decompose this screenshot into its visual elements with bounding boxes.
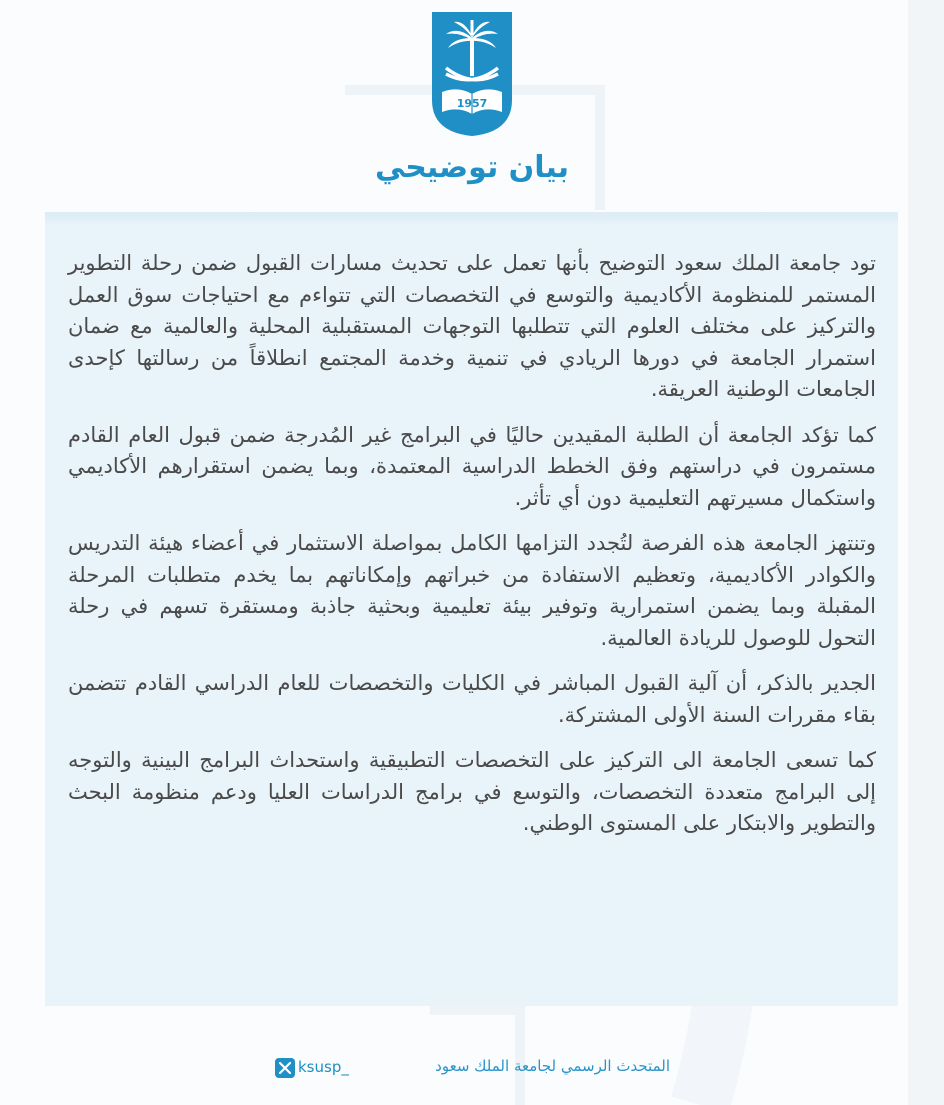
spokesperson-label: المتحدث الرسمي لجامعة الملك سعود — [435, 1057, 670, 1075]
paragraph-5: كما تسعى الجامعة الى التركيز على التخصصات التطبيقية واستحداث البرامج البينية والتوجه إلى البرامج متعددة التخصصات، والتوسع في برامج الدراسات العليا ودعم منظومة البحث والتطوير والابتكار على المستوى الوطني. — [68, 748, 876, 835]
paragraph-4: الجدير بالذكر، أن آلية القبول المباشر في الكليات والتخصصات للعام الدراسي القادم تتضمن بقاء مقررات السنة الأولى المشتركة. — [68, 671, 876, 727]
statement-body — [68, 248, 876, 854]
paragraph-1: تود جامعة الملك سعود التوضيح بأنها تعمل على تحديث مسارات القبول ضمن رحلة التطوير المستمر للمنظومة الأكاديمية والتوسع في التخصصات التي تتواءم مع احتياجات سوق العمل والتركيز على مختلف العلوم التي تتطلبها التوجهات المستقبلية المحلية والعالمية مع ضمان استمرار الجامعة في دورها الريادي في تنمية وخدمة المجتمع انطلاقاً من رسالتها كإحدى الجامعات الوطنية العريقة. — [68, 251, 876, 401]
x-handle-link[interactable]: ksusp_ — [298, 1058, 349, 1076]
panel-top-fade — [45, 212, 898, 226]
page-title: بيان توضيحي — [374, 150, 570, 185]
x-twitter-icon[interactable] — [275, 1058, 295, 1078]
ksu-logo-icon — [428, 8, 516, 140]
paragraph-3: وتنتهز الجامعة هذه الفرصة لتُجدد التزامها الكامل بمواصلة الاستثمار في أعضاء هيئة التدريس والكوادر الأكاديمية، وتعظيم الاستفادة من خبراتهم وإمكاناتهم بما يخدم متطلبات المرحلة المقبلة وبما يضمن استمرارية وتوفير بيئة تعليمية وبحثية جاذبة ومستقرة تسهم في رحلة التحول للوصول للريادة العالمية. — [68, 531, 876, 650]
footer — [0, 1055, 944, 1083]
paragraph-2: كما تؤكد الجامعة أن الطلبة المقيدين حاليًا في البرامج غير المُدرجة ضمن قبول العام القادم مستمرون في دراستهم وفق الخطط الدراسية المعتمدة، وبما يضمن استقرارهم الأكاديمي واستكمال مسيرتهم التعليمية دون أي تأثر. — [68, 422, 876, 510]
logo-year: 1957 — [456, 97, 488, 110]
